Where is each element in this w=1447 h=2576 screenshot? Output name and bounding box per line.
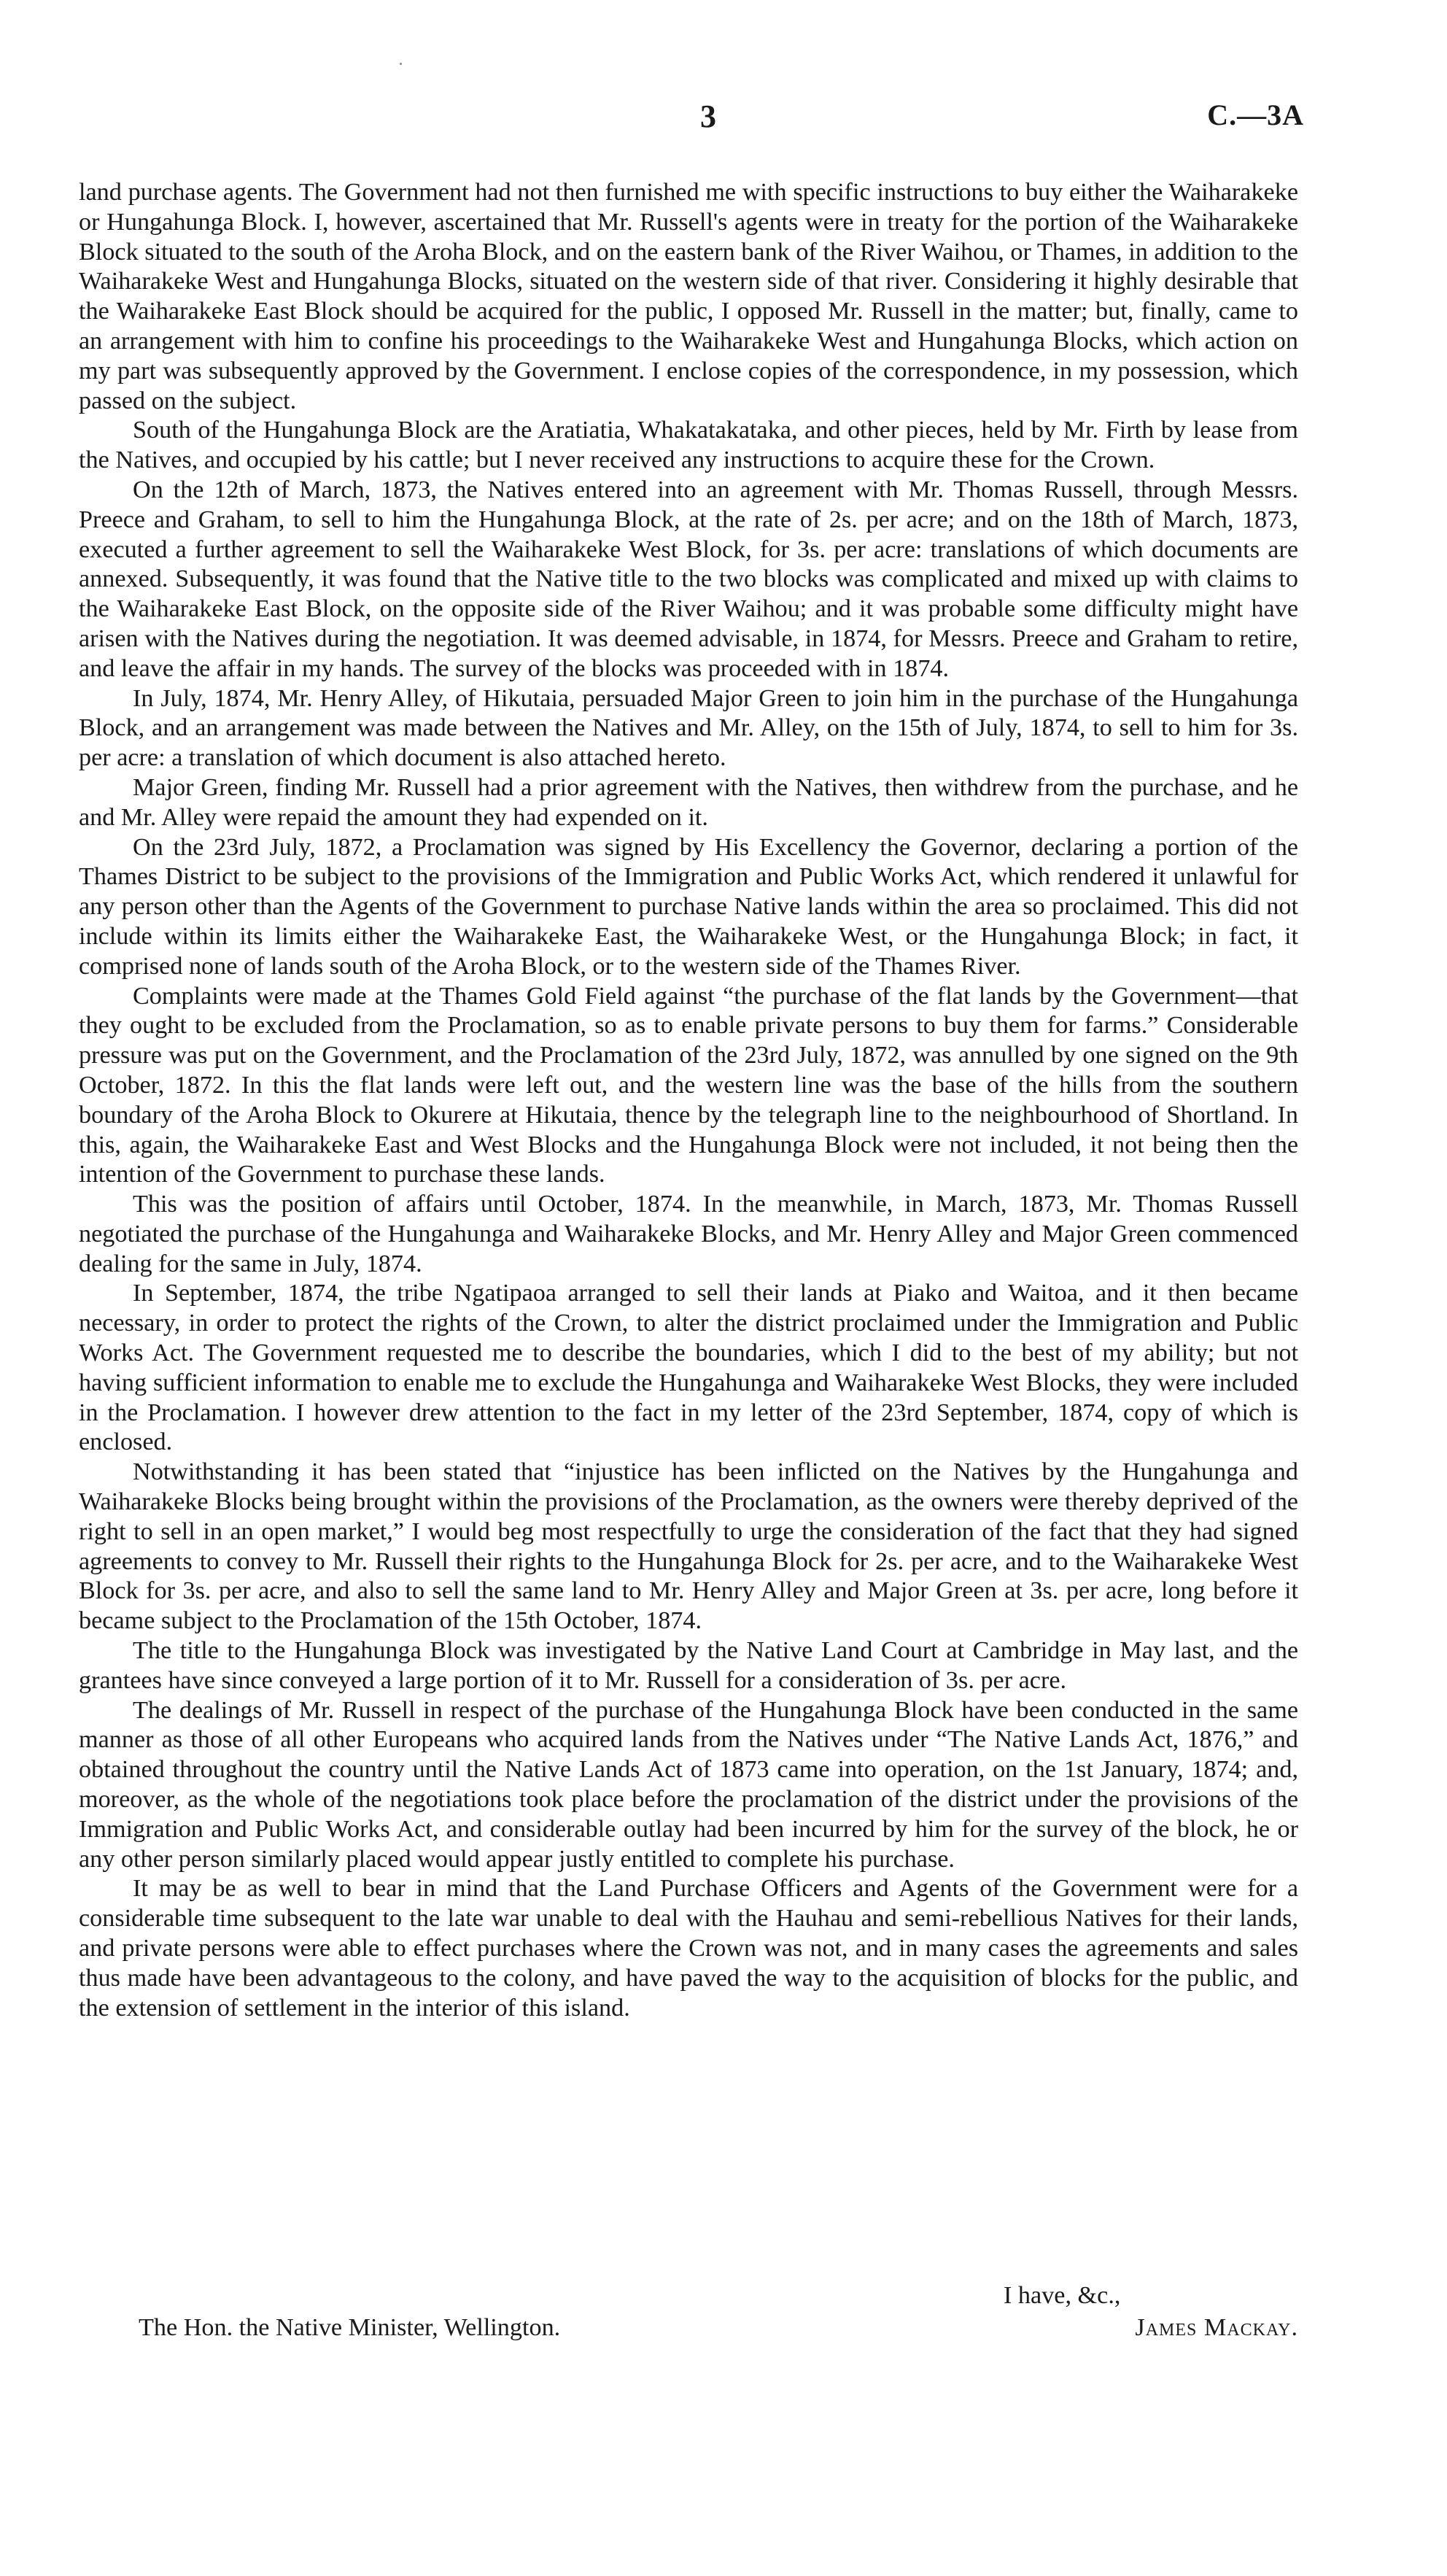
- letter-closing: [79, 2281, 1298, 2347]
- scan-speck: [400, 63, 402, 65]
- addressee: The Hon. the Native Minister, Wellington.: [139, 2314, 561, 2341]
- letter-body: [79, 178, 1298, 2023]
- paragraph-proclamation-1872: On the 23rd July, 1872, a Proclamation was signed by His Excellency the Governor, declaring a portion of the Thames District to be subject to the provisions of the Immigration and Public Works Act, which rendered it unlawful for any person other than the Agents of the Government to purchase Native lands within the area so proclaimed. This did not include within its limits either the Waiharakeke East, the Waiharakeke West, or the Hungahunga Block; in fact, it comprised none of lands south of the Aroha Block, or to the western side of the Thames River.: [79, 833, 1298, 980]
- document-reference: C.—3A: [1207, 98, 1304, 131]
- signatory: James Mackay.: [1135, 2314, 1298, 2341]
- paragraph-march-1873-agreement: On the 12th of March, 1873, the Natives entered into an agreement with Mr. Thomas Russell, through Messrs. Preece and Graham, to sell to him the Hungahunga Block, at the rate of 2s. per acre; and on the 18th of March, 1873, executed a further agreement to sell the Waiharakeke West Block, for 3s. per acre: translations of which documents are annexed. Subsequently, it was found that the Native title to the two blocks was complicated and mixed up with claims to the Waiharakeke East Block, on the opposite side of the River Waihou; and it was probable some difficulty might have arisen with the Natives during the negotiation. It was deemed advisable, in 1874, for Messrs. Preece and Graham to retire, and leave the affair in my hands. The survey of the blocks was proceeded with in 1874.: [79, 476, 1298, 682]
- paragraph-september-1874: In September, 1874, the tribe Ngatipaoa arranged to sell their lands at Piako and Waitoa, and it then became necessary, in order to protect the rights of the Crown, to alter the district proclaimed under the Immigration and Public Works Act. The Government requested me to describe the boundaries, which I did to the best of my ability; but not having sufficient information to enable me to exclude the Hungahunga and Waiharakeke West Blocks, they were included in the Proclamation. I however drew attention to the fact in my letter of the 23rd September, 1874, copy of which is enclosed.: [79, 1280, 1298, 1456]
- paragraph-closing-remarks: It may be as well to bear in mind that the Land Purchase Officers and Agents of the Government were for a considerable time subsequent to the late war unable to deal with the Hauhau and semi-rebellious Natives for their lands, and private persons were able to effect purchases where the Crown was not, and in many cases the agreements and sales thus made have been advantageous to the colony, and have paved the way to the acquisition of blocks for the public, and the extension of settlement in the interior of this island.: [79, 1875, 1298, 2022]
- paragraph-continuation: land purchase agents. The Government had not then furnished me with specific instructions to buy either the Waiharakeke or Hungahunga Block. I, however, ascertained that Mr. Russell's agents were in treaty for the portion of the Waiharakeke Block situated to the south of the Aroha Block, and on the eastern bank of the River Waihou, or Thames, in addition to the Waiharakeke West and Hungahunga Blocks, situated on the western side of that river. Considering it highly desirable that the Waiharakeke East Block should be acquired for the public, I opposed Mr. Russell in the matter; but, finally, came to an arrangement with him to confine his proceedings to the Waiharakeke West and Hungahunga Blocks, which action on my part was subsequently approved by the Government. I enclose copies of the correspondence, in my possession, which passed on the subject.: [79, 179, 1298, 414]
- page-header: [79, 98, 1304, 144]
- paragraph-dealings: The dealings of Mr. Russell in respect of the purchase of the Hungahunga Block have been conducted in the same manner as those of all other Europeans who acquired lands from the Natives under “The Native Lands Act, 1876,” and obtained throughout the country until the Native Lands Act of 1873 came into operation, on the 1st January, 1874; and, moreover, as the whole of the negotiations took place before the proclamation of the district under the provisions of the Immigration and Public Works Act, and considerable outlay had been incurred by him for the survey of the block, he or any other person similarly placed would appear justly entitled to complete his purchase.: [79, 1696, 1298, 1873]
- paragraph-complaints: Complaints were made at the Thames Gold Field against “the purchase of the flat lands by the Government—that they ought to be excluded from the Proclamation, so as to enable private persons to buy them for farms.” Considerable pressure was put on the Government, and the Proclamation of the 23rd July, 1872, was annulled by one signed on the 9th October, 1872. In this the flat lands were left out, and the western line was the base of the hills from the southern boundary of the Aroha Block to Okurere at Hikutaia, thence by the telegraph line to the neighbourhood of Shortland. In this, again, the Waiharakeke East and West Blocks and the Hungahunga Block were not included, it not being then the intention of the Government to purchase these lands.: [79, 982, 1298, 1188]
- salutation: I have, &c.,: [1004, 2282, 1121, 2309]
- paragraph-position-of-affairs: This was the position of affairs until October, 1874. In the meanwhile, in March, 1873, Mr. Thomas Russell negotiated the purchase of the Hungahunga and Waiharakeke Blocks, and Mr. Henry Alley and Major Green commenced dealing for the same in July, 1874.: [79, 1191, 1298, 1277]
- paragraph-notwithstanding: Notwithstanding it has been stated that “injustice has been inflicted on the Natives by the Hungahunga and Waiharakeke Blocks being brought within the provisions of the Proclamation, as the owners were thereby deprived of the right to sell in an open market,” I would beg most respectfully to urge the consideration of the fact that they had signed agreements to convey to Mr. Russell their rights to the Hungahunga Block for 2s. per acre, and to the Waiharakeke West Block for 3s. per acre, and also to sell the same land to Mr. Henry Alley and Major Green at 3s. per acre, long before it became subject to the Proclamation of the 15th October, 1874.: [79, 1458, 1298, 1635]
- page-number: 3: [700, 98, 716, 134]
- paragraph-major-green: Major Green, finding Mr. Russell had a prior agreement with the Natives, then withdrew from the purchase, and he and Mr. Alley were repaid the amount they had expended on it.: [79, 773, 1298, 831]
- paragraph-aratiatia: South of the Hungahunga Block are the Aratiatia, Whakatakataka, and other pieces, held by Mr. Firth by lease from the Natives, and occupied by his cattle; but I never received any instructions to acquire these for the Crown.: [79, 417, 1298, 474]
- paragraph-july-1874-alley: In July, 1874, Mr. Henry Alley, of Hikutaia, persuaded Major Green to join him in the purchase of the Hungahunga Block, and an arrangement was made between the Natives and Mr. Alley, on the 15th of July, 1874, to sell to him for 3s. per acre: a translation of which document is also attached hereto.: [79, 684, 1298, 772]
- paragraph-title-investigation: The title to the Hungahunga Block was investigated by the Native Land Court at Cambridge in May last, and the grantees have since conveyed a large portion of it to Mr. Russell for a consideration of 3s. per acre.: [79, 1637, 1298, 1694]
